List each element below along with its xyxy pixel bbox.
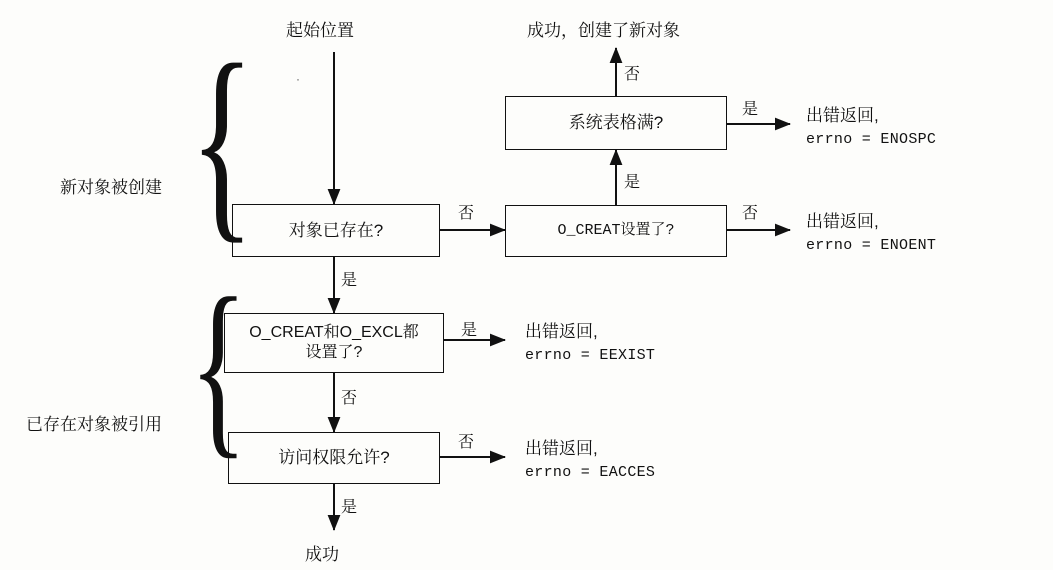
success-top-label: 成功，创建了新对象: [527, 21, 680, 40]
node-access-permitted-text: 访问权限允许?: [278, 448, 390, 468]
error-enospc-code: errno = ENOSPC: [806, 130, 937, 148]
edge-label-table-full-no: 否: [624, 66, 641, 83]
error-eexist-line1: 出错返回,: [525, 322, 598, 341]
error-enoent-code: errno = ENOENT: [806, 236, 937, 254]
error-eexist: [525, 320, 655, 366]
group-label-new-object: 新对象被创建: [60, 178, 162, 197]
node-o-creat-set[interactable]: [505, 205, 727, 257]
start-label: 起始位置: [286, 21, 354, 40]
scan-artifact-mark: ·: [296, 72, 300, 86]
node-system-table-full[interactable]: [505, 96, 727, 150]
edge-label-access-no: 否: [458, 434, 475, 451]
edge-label-o-creat-no: 否: [742, 205, 759, 222]
end-label: 成功: [305, 545, 339, 564]
node-o-creat-set-text: O_CREAT设置了?: [557, 221, 675, 239]
error-eacces-code: errno = EACCES: [525, 463, 656, 481]
brace-existing-object: {: [189, 259, 248, 476]
edge-label-object-exists-yes: 是: [341, 272, 358, 289]
error-eacces: [525, 437, 655, 483]
edge-label-object-exists-no: 否: [458, 205, 475, 222]
node-object-exists-text: 对象已存在?: [288, 220, 384, 240]
error-enospc: [806, 104, 936, 150]
edge-label-access-yes: 是: [341, 499, 358, 516]
brace-new-object: {: [189, 20, 255, 262]
edge-label-creat-excl-yes: 是: [461, 322, 478, 339]
node-system-table-full-text: 系统表格满?: [568, 113, 664, 133]
node-access-permitted[interactable]: [228, 432, 440, 484]
edge-label-table-full-yes: 是: [742, 101, 759, 118]
edge-label-creat-excl-no: 否: [341, 390, 358, 407]
error-eacces-line1: 出错返回,: [525, 439, 598, 458]
error-enospc-line1: 出错返回,: [806, 106, 879, 125]
group-label-existing-object: 已存在对象被引用: [26, 415, 162, 434]
edge-label-o-creat-yes: 是: [624, 174, 641, 191]
node-object-exists[interactable]: [232, 204, 440, 257]
node-creat-and-excl-line2: 设置了?: [305, 344, 363, 361]
error-enoent-line1: 出错返回,: [806, 212, 879, 231]
node-creat-and-excl-line1: O_CREAT和O_EXCL都: [249, 324, 419, 341]
error-enoent: [806, 210, 936, 256]
error-eexist-code: errno = EEXIST: [525, 346, 656, 364]
node-creat-and-excl[interactable]: [224, 313, 444, 373]
